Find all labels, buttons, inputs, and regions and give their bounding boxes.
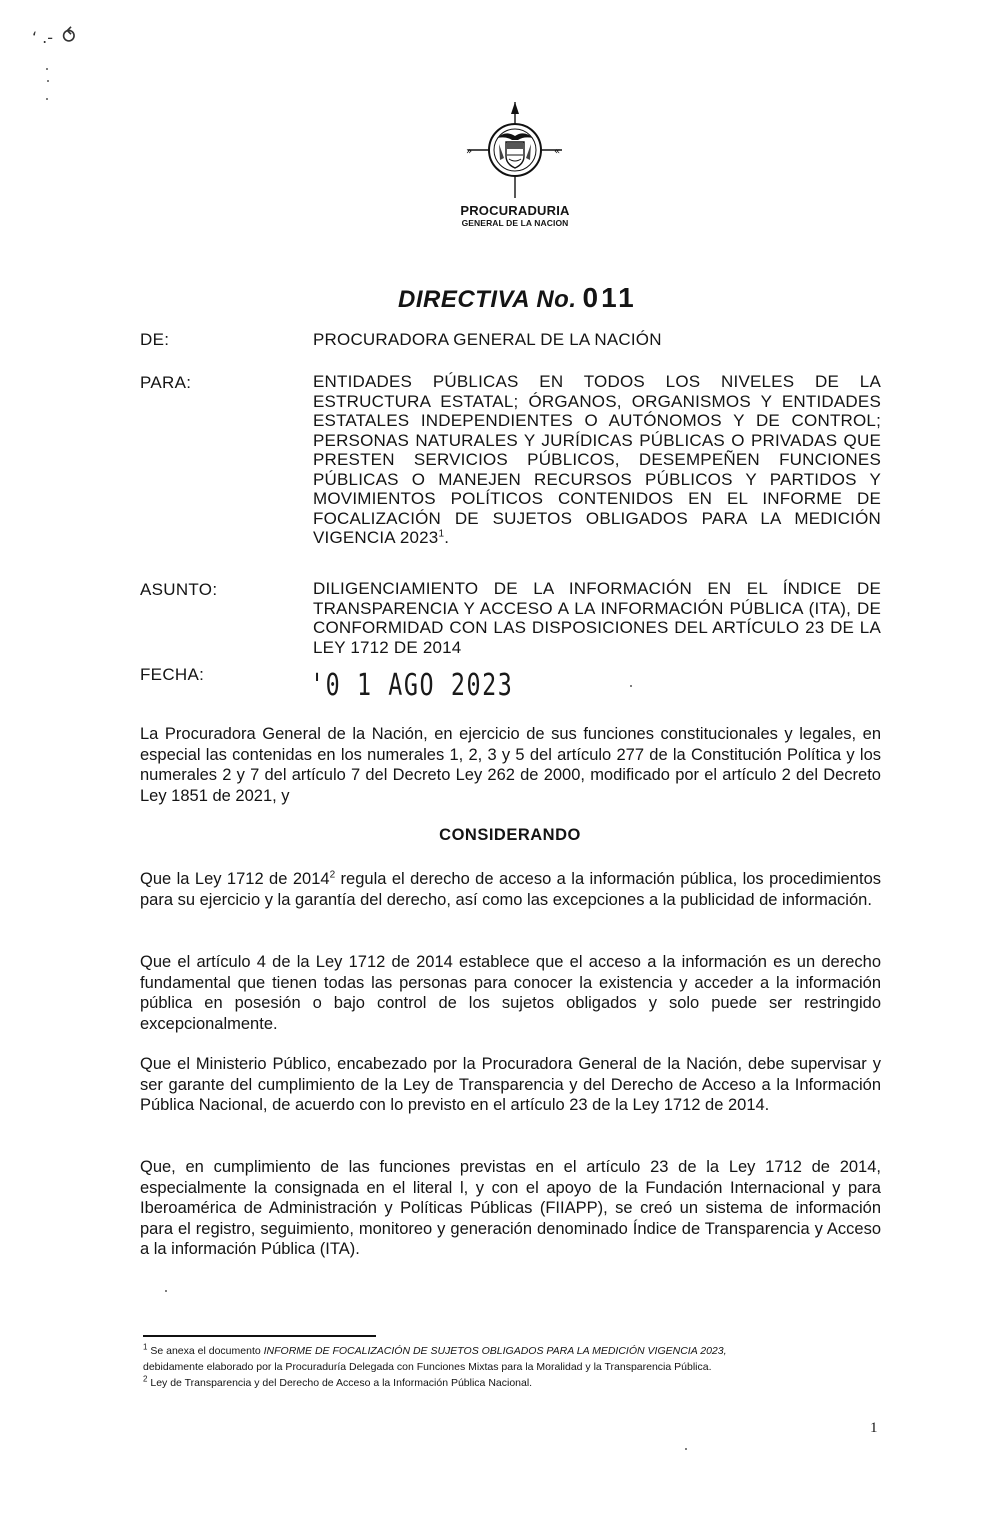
svg-text:«: «	[554, 146, 561, 157]
para-tail: .	[444, 528, 450, 547]
footnote-1	[143, 1343, 893, 1359]
page-number: 1	[870, 1420, 878, 1436]
section-heading: CONSIDERANDO	[439, 826, 581, 844]
para-label: PARA:	[140, 373, 192, 392]
footnote-number: 1	[143, 1342, 148, 1352]
directive-title	[398, 282, 637, 314]
para-value	[313, 372, 881, 548]
date-stamp: '0 1 AGO 2023	[310, 668, 514, 703]
scan-speck	[46, 98, 48, 100]
scan-speck	[47, 80, 49, 82]
scan-speck	[685, 1448, 687, 1450]
coat-of-arms-icon	[460, 100, 570, 200]
institution-logo	[460, 100, 570, 230]
asunto-label: ASUNTO:	[140, 580, 218, 599]
considerando-paragraph-3: Que el Ministerio Público, encabezado por la Procuradora General de la Nación, debe supervisar y ser garante del cumplimiento de la Ley de Transparencia y del Derecho de Acceso a la Información Pública Nacional, de acuerdo con lo previsto en el artículo 23 de la Ley 1712 de 2014.	[140, 1055, 881, 1114]
footnote-italic-text: INFORME DE FOCALIZACIÓN DE SUJETOS OBLIGADOS PARA LA MEDICIÓN VIGENCIA 2023,	[263, 1345, 727, 1357]
considerando-paragraph-2: Que el artículo 4 de la Ley 1712 de 2014 establece que el acceso a la información es un derecho fundamental que tienen todas las personas para conocer la existencia y acceder a la información pública en posesión o bajo control de los sujetos obligados y solo puede ser restringido excepcionalmente.	[140, 953, 881, 1033]
svg-text:»: »	[466, 146, 473, 157]
scan-mark: ⥀	[62, 24, 76, 48]
scan-speck	[46, 68, 48, 70]
asunto-value: DILIGENCIAMIENTO DE LA INFORMACIÓN EN EL ÍNDICE DE TRANSPARENCIA Y ACCESO A LA INFORMACIÓN PÚBLICA (ITA), DE CONFORMIDAD CON LAS DISPOSICIONES DEL ARTÍCULO 23 DE LA LEY 1712 DE 2014	[313, 579, 881, 657]
intro-paragraph: La Procuradora General de la Nación, en ejercicio de sus funciones constitucionales y legales, en especial las contenidas en los numerales 1, 2, 3 y 5 del artículo 277 de la Constitución Política y los numerales 2 y 7 del artículo 7 del Decreto Ley 262 de 2000, modificado por el artículo 2 del Decreto Ley 1851 de 2021, y	[140, 725, 881, 805]
scan-marks	[22, 20, 112, 110]
footnote-number: 2	[143, 1374, 148, 1384]
footnote-1-line-2: debidamente elaborado por la Procuraduría Delegada con Funciones Mixtas para la Moralidad y la Transparencia Pública.	[143, 1361, 712, 1373]
scan-speck	[630, 685, 632, 687]
p1-rest: regula el derecho de acceso a la información pública, los procedimientos para su ejercicio y la garantía del derecho, así como las excepciones a la publicidad de información.	[140, 870, 881, 909]
de-label: DE:	[140, 330, 170, 349]
org-subname: GENERAL DE LA NACION	[461, 218, 569, 228]
directive-label: DIRECTIVA No.	[398, 286, 577, 313]
footnote-text: Ley de Transparencia y del Derecho de Acceso a la Información Pública Nacional.	[147, 1377, 533, 1389]
considerando-paragraph-4: Que, en cumplimiento de las funciones previstas en el artículo 23 de la Ley 1712 de 2014, especialmente la consignada en el literal l, y con el apoyo de la Fundación Internacional y para Iberoamérica de Administración y Políticas Públicas (FIIAPP), se creó un sistema de información para el registro, seguimiento, monitoreo y generación denominado Índice de Transparencia y Acceso a la información Pública (ITA).	[140, 1158, 881, 1258]
footnote-ref: 2	[329, 869, 336, 881]
org-name: PROCURADURIA	[460, 203, 570, 218]
de-value: PROCURADORA GENERAL DE LA NACIÓN	[313, 330, 662, 349]
scan-speck	[165, 1290, 167, 1292]
p1-start: Que la Ley 1712 de 2014	[140, 870, 330, 888]
fecha-label: FECHA:	[140, 665, 205, 684]
scan-mark: ‘ .-	[32, 28, 54, 47]
para-text: ENTIDADES PÚBLICAS EN TODOS LOS NIVELES DE LA ESTRUCTURA ESTATAL; ÓRGANOS, ORGANISMOS Y ENTIDADES ESTATALES INDEPENDIENTES O AUTÓNOMOS Y DE CONTROL; PERSONAS NATURALES Y JURÍDICAS PÚBLICAS O PRIVADAS QUE PRESTEN SERVICIOS PÚBLICOS, DESEMPEÑEN FUNCIONES PÚBLICAS O MANEJEN RECURSOS PÚBLICOS Y PARTIDOS Y MOVIMIENTOS POLÍTICOS CONTENIDOS EN EL INFORME DE FOCALIZACIÓN DE SUJETOS OBLIGADOS PARA LA MEDICIÓN VIGENCIA 2023	[313, 372, 881, 547]
footnote-ref: 1	[438, 528, 445, 540]
considerando-paragraph-1	[140, 869, 881, 910]
footnote-separator	[143, 1335, 376, 1337]
directive-number: 011	[582, 282, 637, 313]
footnote-2	[143, 1375, 893, 1391]
footnote-text: Se anexa el documento	[147, 1345, 264, 1357]
